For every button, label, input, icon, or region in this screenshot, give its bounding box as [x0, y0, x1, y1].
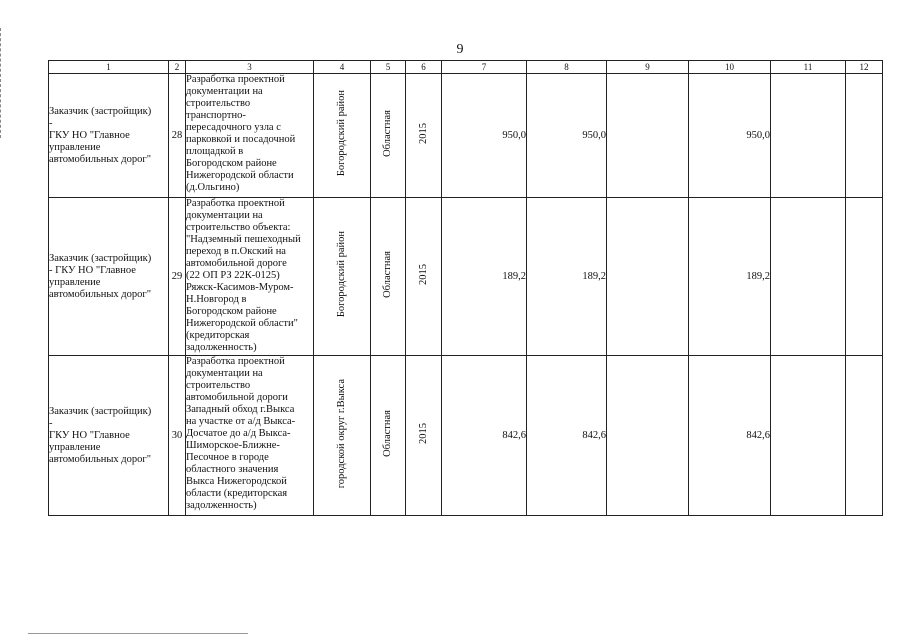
customer-cell: Заказчик (застройщик) - ГКУ НО "Главное управление автомобильных дорог"	[49, 356, 169, 516]
column-header: 12	[846, 61, 883, 74]
district-cell: Богородский район	[314, 74, 371, 198]
column-header: 7	[442, 61, 527, 74]
customer-cell: Заказчик (застройщик) - ГКУ НО "Главное управление автомобильных дорог"	[49, 198, 169, 356]
column-header: 1	[49, 61, 169, 74]
amount-col10: 950,0	[689, 74, 771, 198]
amount-col9	[607, 198, 689, 356]
description-cell: Разработка проектной документации на строительство транспортно- пересадочного узла с парковкой и посадочной площадкой в Богородском районе Нижегородской области (д.Ольгино)	[186, 74, 314, 198]
column-header: 10	[689, 61, 771, 74]
year-cell: 2015	[406, 356, 442, 516]
level-cell: Областная	[371, 356, 406, 516]
customer-cell: Заказчик (застройщик) - ГКУ НО "Главное управление автомобильных дорог"	[49, 74, 169, 198]
column-header: 9	[607, 61, 689, 74]
row-number: 30	[169, 356, 186, 516]
amount-col12	[846, 74, 883, 198]
description-cell: Разработка проектной документации на строительство объекта: "Надземный пешеходный переход в п.Окский на автомобильной дороге (22 ОП РЗ 22К-0125) Ряжск-Касимов-Муром- Н.Новгород в Богородском районе Нижегородской области" (кредиторская задолженность)	[186, 198, 314, 356]
amount-col8: 950,0	[527, 74, 607, 198]
header-row	[49, 61, 883, 74]
column-header: 3	[186, 61, 314, 74]
year-cell: 2015	[406, 74, 442, 198]
level-cell: Областная	[371, 74, 406, 198]
year-cell: 2015	[406, 198, 442, 356]
district-cell: городской округ г.Выкса	[314, 356, 371, 516]
amount-col9	[607, 356, 689, 516]
table-row	[49, 198, 883, 356]
amount-col7: 842,6	[442, 356, 527, 516]
amount-col7: 950,0	[442, 74, 527, 198]
amount-col9	[607, 74, 689, 198]
amount-col11	[771, 356, 846, 516]
page-number: 9	[456, 42, 464, 57]
column-header: 11	[771, 61, 846, 74]
level-cell: Областная	[371, 198, 406, 356]
row-number: 28	[169, 74, 186, 198]
column-header: 6	[406, 61, 442, 74]
footer-line	[28, 633, 248, 634]
budget-table	[48, 60, 883, 516]
amount-col11	[771, 198, 846, 356]
column-header: 8	[527, 61, 607, 74]
amount-col7: 189,2	[442, 198, 527, 356]
amount-col10: 842,6	[689, 356, 771, 516]
amount-col10: 189,2	[689, 198, 771, 356]
amount-col12	[846, 356, 883, 516]
table-row	[49, 356, 883, 516]
table-row	[49, 74, 883, 198]
amount-col8: 842,6	[527, 356, 607, 516]
column-header: 4	[314, 61, 371, 74]
district-cell: Богородский район	[314, 198, 371, 356]
description-cell: Разработка проектной документации на строительство автомобильной дороги Западный обход г.Выкса на участке от а/д Выкса- Досчатое до а/д Выкса- Шиморское-Ближне- Песочное в городе областного значения Выкса Нижегородской области (кредиторская задолженность)	[186, 356, 314, 516]
amount-col11	[771, 74, 846, 198]
amount-col12	[846, 198, 883, 356]
amount-col8: 189,2	[527, 198, 607, 356]
column-header: 5	[371, 61, 406, 74]
column-header: 2	[169, 61, 186, 74]
row-number: 29	[169, 198, 186, 356]
